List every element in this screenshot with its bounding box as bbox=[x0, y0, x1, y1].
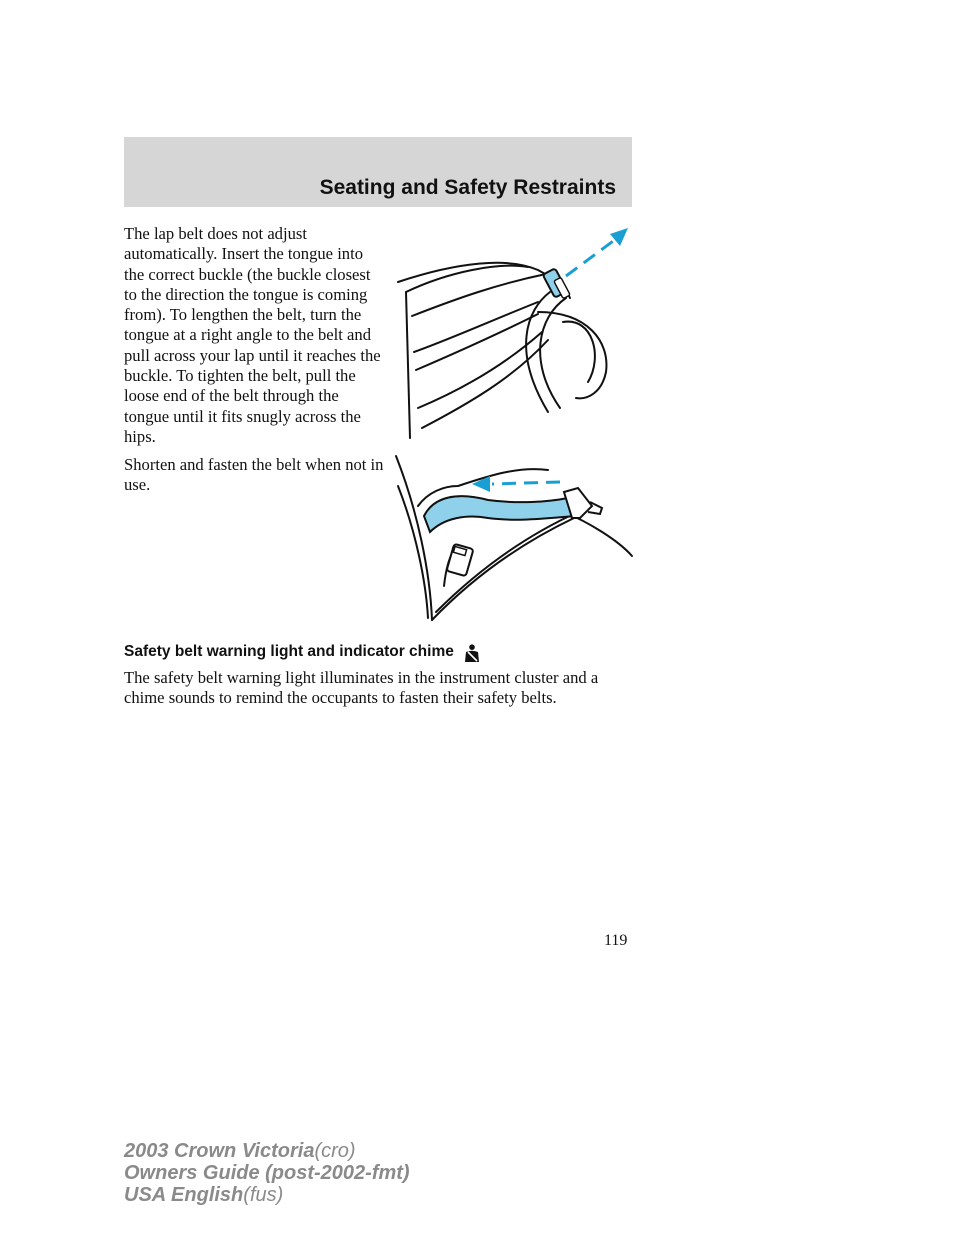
belt-shorten-illustration bbox=[388, 452, 634, 624]
seatbelt-icon bbox=[464, 644, 480, 664]
footer-line-3: USA English(fus) bbox=[124, 1184, 284, 1206]
page-number: 119 bbox=[604, 932, 628, 949]
footer-line-2: Owners Guide (post-2002-fmt) bbox=[124, 1162, 410, 1184]
lap-belt-paragraph: The lap belt does not adjust automatically. Insert the tongue into the correct buckle (the buckle closest to the direction the tongue is coming from). To lengthen the belt, turn the tongue at a right angle to the belt and pull across your lap until it reaches the buckle. To tighten the belt, pull the loose end of the belt through the tongue until it fits snugly across the hips. bbox=[124, 224, 381, 446]
lap-belt-lengthen-illustration bbox=[388, 222, 634, 442]
warning-light-subheading: Safety belt warning light and indicator chime bbox=[124, 643, 454, 660]
section-title: Seating and Safety Restraints bbox=[319, 176, 616, 199]
header-band bbox=[124, 137, 632, 207]
footer bbox=[124, 1140, 410, 1206]
shorten-paragraph: Shorten and fasten the belt when not in use. bbox=[124, 455, 384, 495]
footer-line-1: 2003 Crown Victoria(cro) bbox=[124, 1140, 356, 1162]
warning-paragraph: The safety belt warning light illuminates in the instrument cluster and a chime sounds to remind the occupants to fasten their safety belts. bbox=[124, 668, 599, 708]
